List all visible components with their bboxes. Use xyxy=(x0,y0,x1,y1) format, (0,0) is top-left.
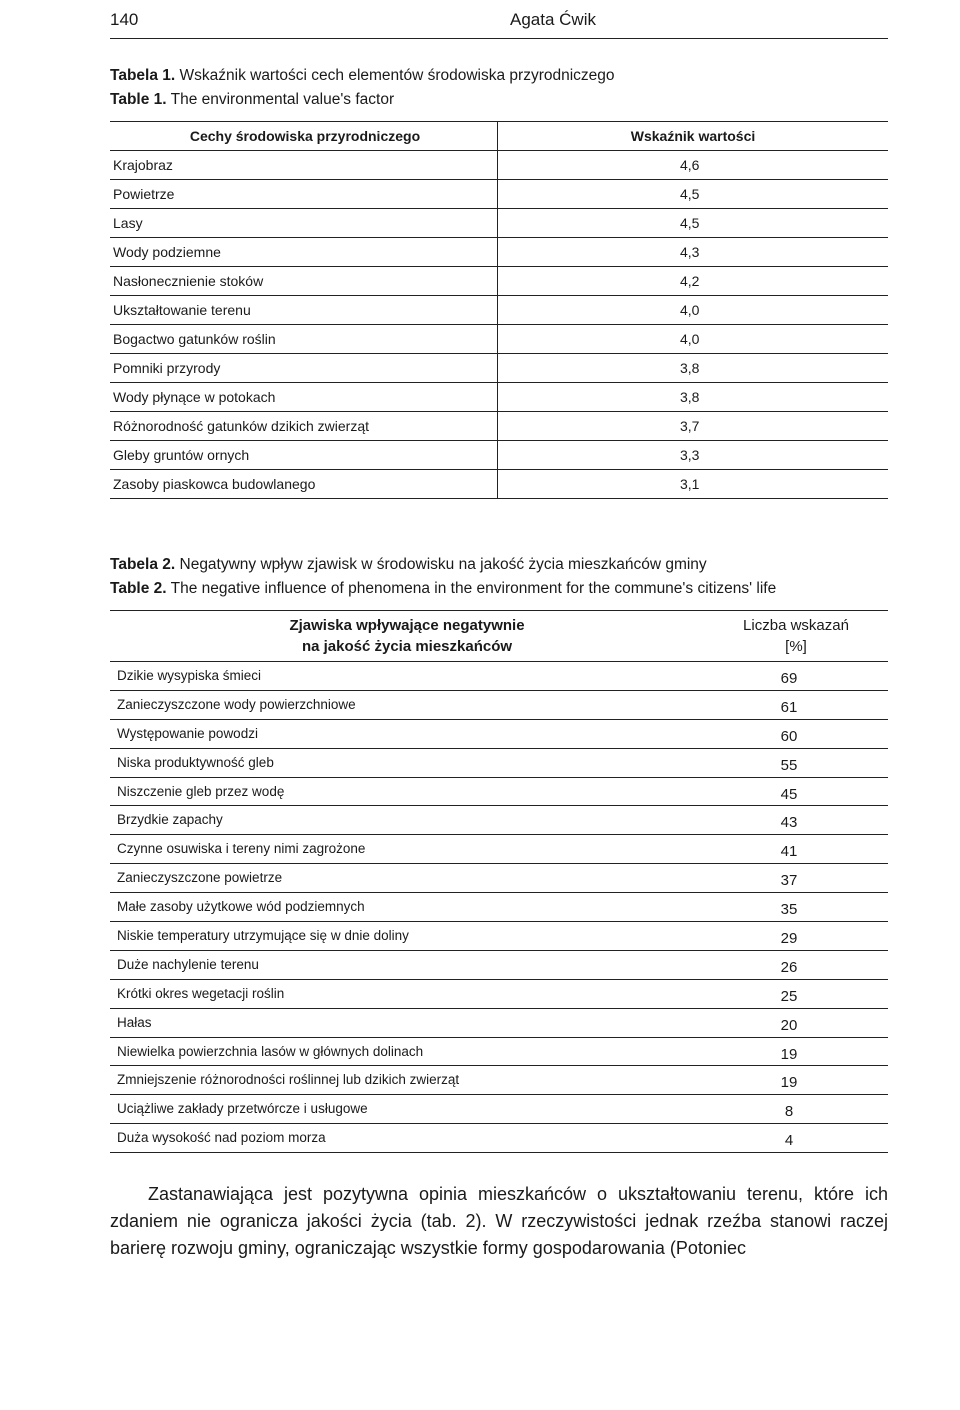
row-value: 4,5 xyxy=(680,186,700,202)
table-row xyxy=(110,1009,888,1038)
row-label: Wody płynące w potokach xyxy=(110,383,498,411)
table-row xyxy=(110,835,888,864)
table2 xyxy=(110,610,888,1153)
row-label: Ukształtowanie terenu xyxy=(110,296,498,324)
row-label: Zanieczyszczone powietrze xyxy=(117,870,283,886)
row-value: 8 xyxy=(784,1103,794,1121)
row-value: 37 xyxy=(780,872,798,890)
row-label: Dzikie wysypiska śmieci xyxy=(117,668,262,683)
table1-header xyxy=(110,121,888,151)
table2-col1-header xyxy=(110,611,704,661)
table-row xyxy=(110,720,888,749)
table2-caption-en-label: Table 2. xyxy=(110,580,167,597)
table-row xyxy=(110,778,888,807)
row-value: 25 xyxy=(780,987,798,1005)
table2-col1-header-line1: Zjawiska wpływające negatywnie xyxy=(289,617,525,634)
row-label: Bogactwo gatunków roślin xyxy=(110,325,498,353)
table-row xyxy=(110,662,888,691)
row-label: Niewielka powierzchnia lasów w głównych dolinach xyxy=(117,1043,424,1059)
table-row xyxy=(110,383,888,412)
row-label: Różnorodność gatunków dzikich zwierząt xyxy=(110,412,498,440)
table-row xyxy=(110,470,888,499)
table-row xyxy=(110,893,888,922)
row-label: Uciążliwe zakłady przetwórcze i usługowe xyxy=(117,1101,368,1117)
table2-col2-header xyxy=(704,611,888,661)
row-label: Zasoby piaskowca budowlanego xyxy=(110,470,498,498)
table-row xyxy=(110,864,888,893)
table1-col2-header: Wskaźnik wartości xyxy=(630,128,756,144)
table-row xyxy=(110,1038,888,1067)
row-label: Powietrze xyxy=(110,180,498,208)
table-row xyxy=(110,922,888,951)
table-row xyxy=(110,1095,888,1124)
row-value: 61 xyxy=(780,698,798,716)
row-value: 35 xyxy=(780,901,798,919)
table1-caption-en-label: Table 1. xyxy=(110,91,167,108)
row-value: 19 xyxy=(780,1045,798,1063)
row-value: 3,1 xyxy=(680,476,700,492)
row-value: 4 xyxy=(784,1132,794,1150)
row-label: Małe zasoby użytkowe wód podziemnych xyxy=(117,899,365,915)
row-label: Zmniejszenie różnorodności roślinnej lub dzikich zwierząt xyxy=(117,1072,460,1088)
table2-caption-pl xyxy=(110,553,707,576)
row-value: 55 xyxy=(780,756,798,774)
row-label: Duża wysokość nad poziom morza xyxy=(117,1130,326,1146)
row-value: 69 xyxy=(780,670,798,687)
row-value: 4,5 xyxy=(680,215,700,231)
row-value: 20 xyxy=(780,1016,798,1034)
table1-caption-pl xyxy=(110,64,615,87)
row-value: 3,8 xyxy=(680,360,700,376)
row-value: 45 xyxy=(780,785,798,803)
row-label: Występowanie powodzi xyxy=(117,725,258,741)
table2-caption-en-text: The negative influence of phenomena in the environment for the commune's citizens' life xyxy=(170,580,777,597)
table-row xyxy=(110,691,888,720)
table-row xyxy=(110,354,888,383)
table2-col1-header-line2: na jakość życia mieszkańców xyxy=(301,638,513,655)
row-label: Nasłonecznienie stoków xyxy=(110,267,498,295)
table-row xyxy=(110,441,888,470)
row-label: Krótki okres wegetacji roślin xyxy=(117,985,285,1001)
row-value: 4,3 xyxy=(680,244,700,260)
row-value: 4,2 xyxy=(680,273,700,289)
table1-caption-pl-text: Wskaźnik wartości cech elementów środowiska przyrodniczego xyxy=(179,67,615,84)
row-label: Duże nachylenie terenu xyxy=(117,956,259,972)
table-row xyxy=(110,180,888,209)
row-value: 3,7 xyxy=(680,418,700,434)
row-value: 4,6 xyxy=(680,157,700,173)
table2-col2-header-line2: [%] xyxy=(785,638,807,655)
table2-header xyxy=(110,610,888,662)
row-label: Gleby gruntów ornych xyxy=(110,441,498,469)
row-value: 29 xyxy=(780,930,798,948)
row-label: Niskie temperatury utrzymujące się w dnie doliny xyxy=(117,928,409,944)
page-number: 140 xyxy=(110,10,139,29)
row-label: Zanieczyszczone wody powierzchniowe xyxy=(117,696,356,712)
body-paragraph: Zastanawiająca jest pozytywna opinia mieszkańców o ukształtowaniu terenu, które ich zdaniem nie ogranicza jakości życia (tab. 2). W rzeczywistości jednak rzeźba stanowi raczej barierę rozwoju gminy, ograniczając wszystkie formy gospodarowania (Potoniec xyxy=(110,1184,888,1258)
row-label: Niska produktywność gleb xyxy=(117,754,274,770)
row-value: 43 xyxy=(780,814,798,832)
table-row xyxy=(110,980,888,1009)
row-label: Pomniki przyrody xyxy=(110,354,498,382)
row-value: 41 xyxy=(780,843,798,861)
row-value: 4,0 xyxy=(680,302,700,318)
page-author: Agata Ćwik xyxy=(510,10,596,29)
table2-caption-pl-text: Negatywny wpływ zjawisk w środowisku na jakość życia mieszkańców gminy xyxy=(179,556,707,573)
table1-caption-en xyxy=(110,88,394,111)
row-label: Brzydkie zapachy xyxy=(117,812,223,828)
table-row xyxy=(110,209,888,238)
table-row xyxy=(110,749,888,778)
row-value: 3,3 xyxy=(680,447,700,463)
table1-col1-header: Cechy środowiska przyrodniczego xyxy=(110,122,498,150)
page-header xyxy=(110,8,888,39)
table2-caption-en xyxy=(110,577,776,600)
table-row xyxy=(110,412,888,441)
table-row xyxy=(110,806,888,835)
row-label: Czynne osuwiska i tereny nimi zagrożone xyxy=(117,841,366,857)
row-label: Niszczenie gleb przez wodę xyxy=(117,783,285,799)
table-row xyxy=(110,151,888,180)
row-value: 19 xyxy=(780,1074,798,1092)
row-label: Krajobraz xyxy=(110,151,498,179)
row-value: 3,8 xyxy=(680,389,700,405)
table1-caption-pl-label: Tabela 1. xyxy=(110,67,176,84)
table-row xyxy=(110,296,888,325)
table-row xyxy=(110,267,888,296)
row-label: Lasy xyxy=(110,209,498,237)
row-value: 60 xyxy=(780,727,798,745)
table-row xyxy=(110,951,888,980)
table-row xyxy=(110,1066,888,1095)
table2-caption-pl-label: Tabela 2. xyxy=(110,556,176,573)
row-label: Wody podziemne xyxy=(110,238,498,266)
table1-caption-en-text: The environmental value's factor xyxy=(170,91,395,108)
table2-col2-header-line1: Liczba wskazań xyxy=(743,617,849,634)
row-value: 26 xyxy=(780,958,798,976)
table-row xyxy=(110,1124,888,1153)
table-row xyxy=(110,325,888,354)
table-row xyxy=(110,238,888,267)
row-value: 4,0 xyxy=(680,331,700,347)
row-label: Hałas xyxy=(117,1014,152,1030)
table1 xyxy=(110,121,888,499)
